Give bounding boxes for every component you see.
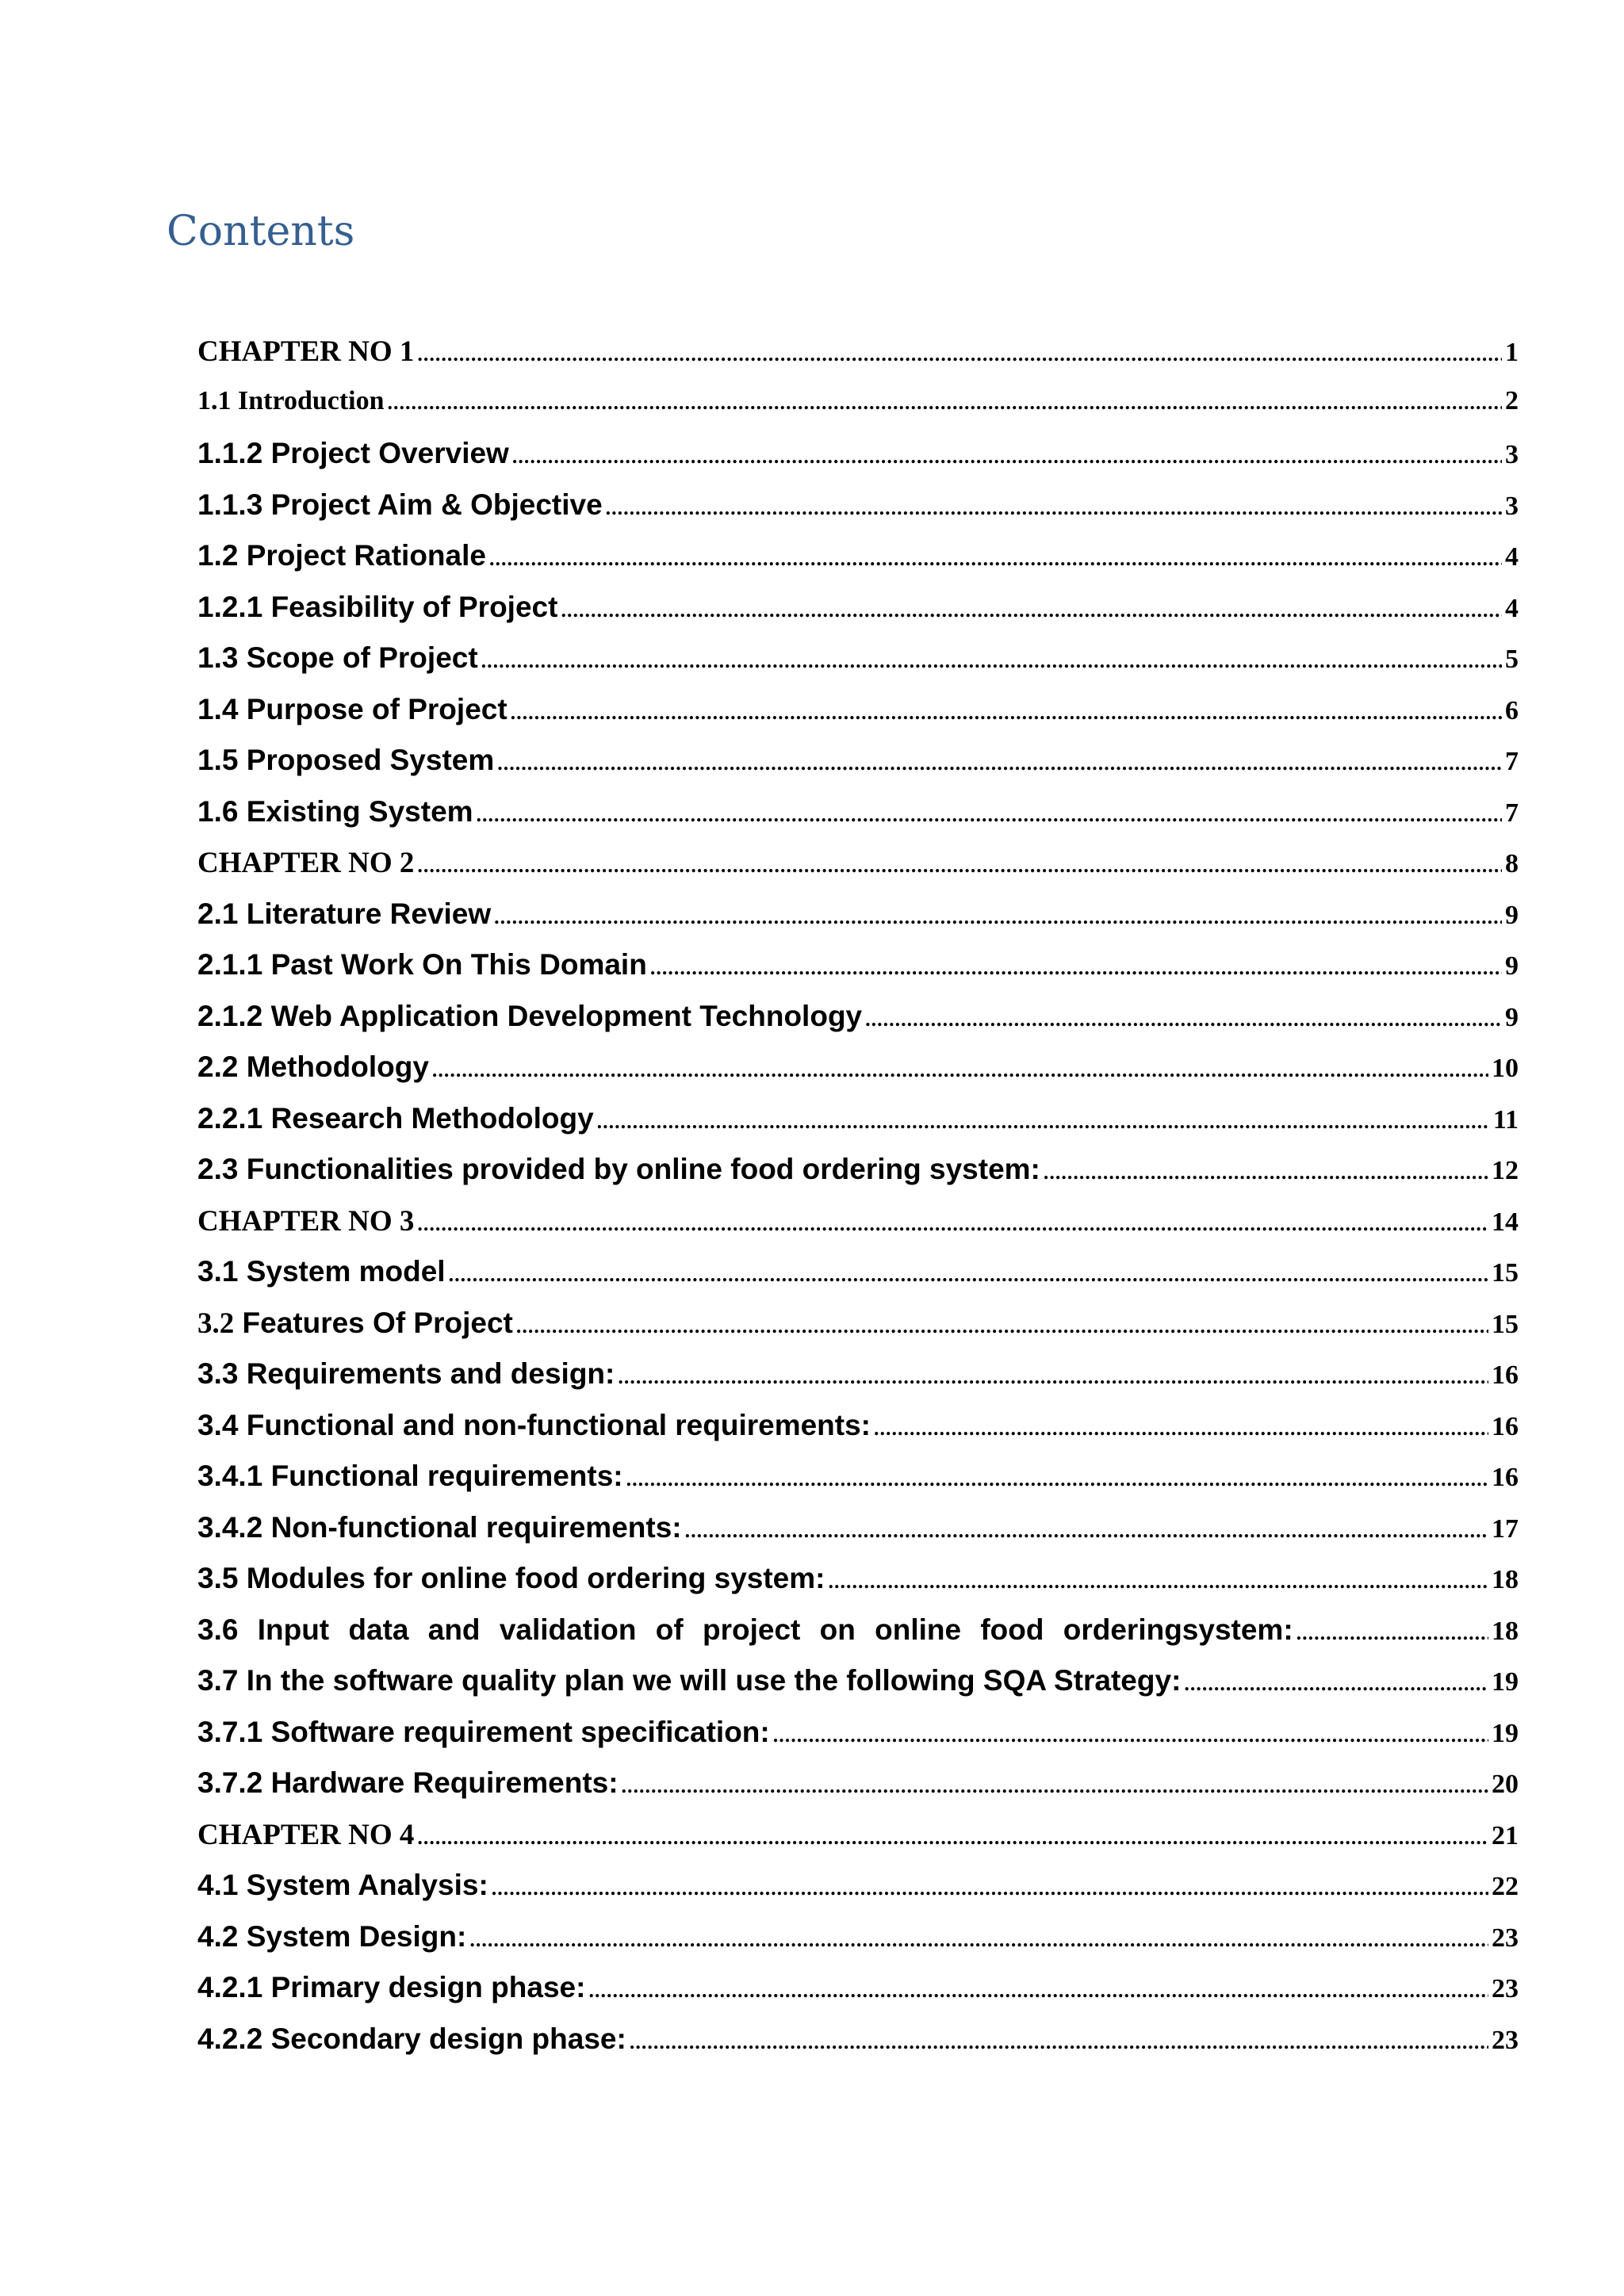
toc-page-number: 2 <box>1505 385 1519 415</box>
toc-page-number: 9 <box>1505 1002 1519 1032</box>
toc-entry[interactable] <box>197 539 1519 591</box>
toc-page-number: 21 <box>1492 1820 1519 1850</box>
toc-entry-title: 3.4.2 Non-functional requirements: <box>197 1510 682 1544</box>
toc-dot-leader <box>489 547 1502 571</box>
toc-dot-leader <box>606 496 1502 520</box>
toc-entry-title: 2.2 Methodology <box>197 1050 429 1083</box>
toc-page-number: 7 <box>1505 747 1519 776</box>
toc-entry-title: 4.2.1 Primary design phase: <box>197 1971 586 2003</box>
toc-page-number: 6 <box>1505 695 1519 725</box>
toc-entry-title: 2.2.1 Research Methodology <box>197 1101 594 1135</box>
toc-page-number: 16 <box>1492 1411 1519 1441</box>
toc-page-number: 23 <box>1492 2025 1519 2055</box>
toc-dot-leader <box>481 649 1502 673</box>
toc-entry[interactable] <box>197 948 1519 1000</box>
toc-entry[interactable] <box>197 795 1519 847</box>
toc-dot-leader <box>626 1468 1488 1491</box>
toc-entry-title: 2.1 Literature Review <box>197 897 492 930</box>
toc-dot-leader <box>417 1826 1488 1850</box>
toc-page-number: 11 <box>1492 1104 1519 1135</box>
toc-page-number: 4 <box>1505 542 1519 572</box>
toc-entry[interactable] <box>197 1716 1519 1767</box>
toc-page-number: 16 <box>1492 1463 1519 1492</box>
toc-dot-leader <box>874 1417 1488 1441</box>
toc-dot-leader <box>469 1928 1488 1952</box>
toc-page-number: 22 <box>1492 1872 1519 1901</box>
toc-page-number: 9 <box>1505 900 1519 930</box>
table-of-contents <box>197 335 1519 2073</box>
toc-entry[interactable] <box>197 1153 1519 1204</box>
toc-entry-title: 4.2 System Design: <box>197 1919 467 1953</box>
toc-entry-title: 2.1.2 Web Application Development Technology <box>197 999 863 1032</box>
toc-entry-title: 1.3 Scope of Project <box>197 641 478 674</box>
toc-entry[interactable] <box>197 1613 1519 1665</box>
toc-page-number: 1 <box>1505 338 1519 367</box>
toc-entry-title: 1.1.2 Project Overview <box>197 437 509 469</box>
toc-entry[interactable] <box>197 1050 1519 1102</box>
toc-dot-leader <box>865 1008 1502 1031</box>
toc-page-number: 20 <box>1492 1770 1519 1799</box>
toc-entry-title: 3.4.1 Functional requirements: <box>197 1460 623 1492</box>
toc-page-number: 17 <box>1492 1513 1519 1544</box>
toc-dot-leader <box>494 905 1502 929</box>
toc-dot-leader <box>417 854 1502 878</box>
toc-dot-leader <box>477 803 1502 827</box>
toc-dot-leader <box>1044 1161 1488 1184</box>
toc-page-number: 14 <box>1492 1207 1519 1237</box>
toc-dot-leader <box>773 1724 1488 1747</box>
toc-entry-title: 3.7 In the software quality plan we will use the following SQA Strategy: <box>197 1664 1182 1697</box>
toc-entry-title: 1.1.3 Project Aim & Objective <box>197 488 603 521</box>
toc-entry[interactable] <box>197 1869 1519 1920</box>
toc-entry-title: 1.2 Project Rationale <box>197 539 486 572</box>
toc-dot-leader <box>516 1314 1488 1338</box>
toc-entry[interactable] <box>197 335 1519 386</box>
toc-page-number: 18 <box>1492 1616 1519 1646</box>
toc-dot-leader <box>618 1365 1488 1389</box>
toc-entry-title: 3.3 Requirements and design: <box>197 1357 615 1390</box>
toc-entry-title: 2.1.1 Past Work On This Domain <box>197 948 647 981</box>
toc-entry[interactable] <box>197 591 1519 642</box>
toc-entry[interactable] <box>197 1664 1519 1716</box>
toc-entry-title: 1.6 Existing System <box>197 794 473 828</box>
toc-entry[interactable] <box>197 488 1519 540</box>
toc-page-number: 15 <box>1492 1309 1519 1339</box>
toc-entry-title: 3.7.2 Hardware Requirements: <box>197 1766 619 1799</box>
toc-page-number: 5 <box>1505 645 1519 674</box>
toc-entry[interactable] <box>197 1409 1519 1460</box>
toc-entry[interactable] <box>197 1357 1519 1409</box>
toc-page-number: 3 <box>1505 491 1519 521</box>
toc-page-number: 19 <box>1492 1667 1519 1697</box>
toc-heading: Contents <box>167 208 355 255</box>
toc-entry[interactable] <box>197 744 1519 795</box>
toc-page-number: 18 <box>1492 1565 1519 1594</box>
toc-dot-leader <box>561 599 1502 622</box>
toc-entry[interactable] <box>197 1971 1519 2022</box>
toc-entry-title: CHAPTER NO 2 <box>197 847 415 879</box>
toc-entry[interactable] <box>197 1255 1519 1307</box>
toc-entry-title: 3.1 System model <box>197 1255 446 1288</box>
toc-entry-title: 3.4 Functional and non-functional requirements: <box>197 1408 871 1441</box>
toc-dot-leader <box>597 1110 1490 1134</box>
toc-entry[interactable] <box>197 386 1519 438</box>
toc-dot-leader <box>588 1979 1488 2003</box>
toc-dot-leader <box>417 1212 1488 1236</box>
toc-page-number: 4 <box>1505 593 1519 623</box>
toc-entry-title: 1.2.1 Feasibility of Project <box>197 590 558 623</box>
toc-entry-text: Features Of Project <box>234 1306 513 1339</box>
toc-dot-leader <box>449 1263 1488 1287</box>
toc-entry[interactable] <box>197 2022 1519 2074</box>
toc-entry[interactable] <box>197 1307 1519 1358</box>
toc-entry-title <box>197 1307 513 1341</box>
toc-page-number: 15 <box>1492 1258 1519 1288</box>
toc-dot-leader <box>432 1058 1488 1082</box>
toc-dot-leader <box>512 445 1502 469</box>
toc-dot-leader <box>497 752 1502 775</box>
toc-entry[interactable] <box>197 1511 1519 1563</box>
toc-entry[interactable] <box>197 846 1519 897</box>
toc-entry-title: 2.3 Functionalities provided by online food ordering system: <box>197 1153 1040 1185</box>
toc-entry-title: 1.5 Proposed System <box>197 744 495 776</box>
toc-entry-title: CHAPTER NO 1 <box>197 335 415 368</box>
toc-entry-title: 3.5 Modules for online food ordering system: <box>197 1562 825 1594</box>
toc-dot-leader <box>828 1570 1488 1594</box>
toc-page-number: 19 <box>1492 1718 1519 1748</box>
toc-entry[interactable] <box>197 1102 1519 1154</box>
toc-entry-title: 4.1 System Analysis: <box>197 1869 488 1901</box>
toc-entry[interactable] <box>197 1000 1519 1051</box>
toc-dot-leader <box>630 2030 1488 2054</box>
toc-entry[interactable] <box>197 1818 1519 1869</box>
toc-dot-leader <box>1184 1672 1488 1696</box>
toc-entry-title: CHAPTER NO 4 <box>197 1818 415 1851</box>
toc-entry[interactable] <box>197 693 1519 744</box>
toc-entry[interactable] <box>197 1204 1519 1256</box>
toc-dot-leader <box>388 391 1502 415</box>
toc-entry[interactable] <box>197 641 1519 693</box>
toc-page-number: 12 <box>1492 1156 1519 1185</box>
toc-page-number: 10 <box>1492 1054 1519 1083</box>
toc-dot-leader <box>685 1519 1488 1543</box>
toc-page-number: 23 <box>1492 1974 1519 2003</box>
toc-entry[interactable] <box>197 1766 1519 1818</box>
toc-dot-leader <box>511 701 1502 725</box>
toc-entry-title: 3.7.1 Software requirement specification: <box>197 1715 770 1748</box>
toc-page-number: 8 <box>1505 849 1519 878</box>
toc-entry[interactable] <box>197 1920 1519 1972</box>
toc-entry[interactable] <box>197 1562 1519 1613</box>
toc-dot-leader <box>1297 1621 1488 1645</box>
toc-dot-leader <box>650 956 1502 980</box>
toc-page-number: 7 <box>1505 798 1519 828</box>
toc-dot-leader <box>622 1774 1488 1798</box>
toc-dot-leader <box>417 342 1502 366</box>
toc-dot-leader <box>492 1877 1488 1900</box>
toc-entry-title: 1.4 Purpose of Project <box>197 692 508 725</box>
toc-page-number: 23 <box>1492 1923 1519 1953</box>
toc-entry-number: 3.2 <box>197 1307 235 1340</box>
toc-entry[interactable] <box>197 1460 1519 1511</box>
toc-entry-title: 3.6 Input data and validation of project on online food orderingsystem: <box>197 1613 1293 1646</box>
toc-page-number: 16 <box>1492 1360 1519 1390</box>
toc-page-number: 3 <box>1505 440 1519 469</box>
toc-entry-title: 4.2.2 Secondary design phase: <box>197 2022 626 2055</box>
toc-entry[interactable] <box>197 437 1519 488</box>
toc-entry-title: CHAPTER NO 3 <box>197 1204 415 1238</box>
toc-entry-title: 1.1 Introduction <box>197 385 385 415</box>
toc-page-number: 9 <box>1505 951 1519 981</box>
toc-entry[interactable] <box>197 897 1519 949</box>
